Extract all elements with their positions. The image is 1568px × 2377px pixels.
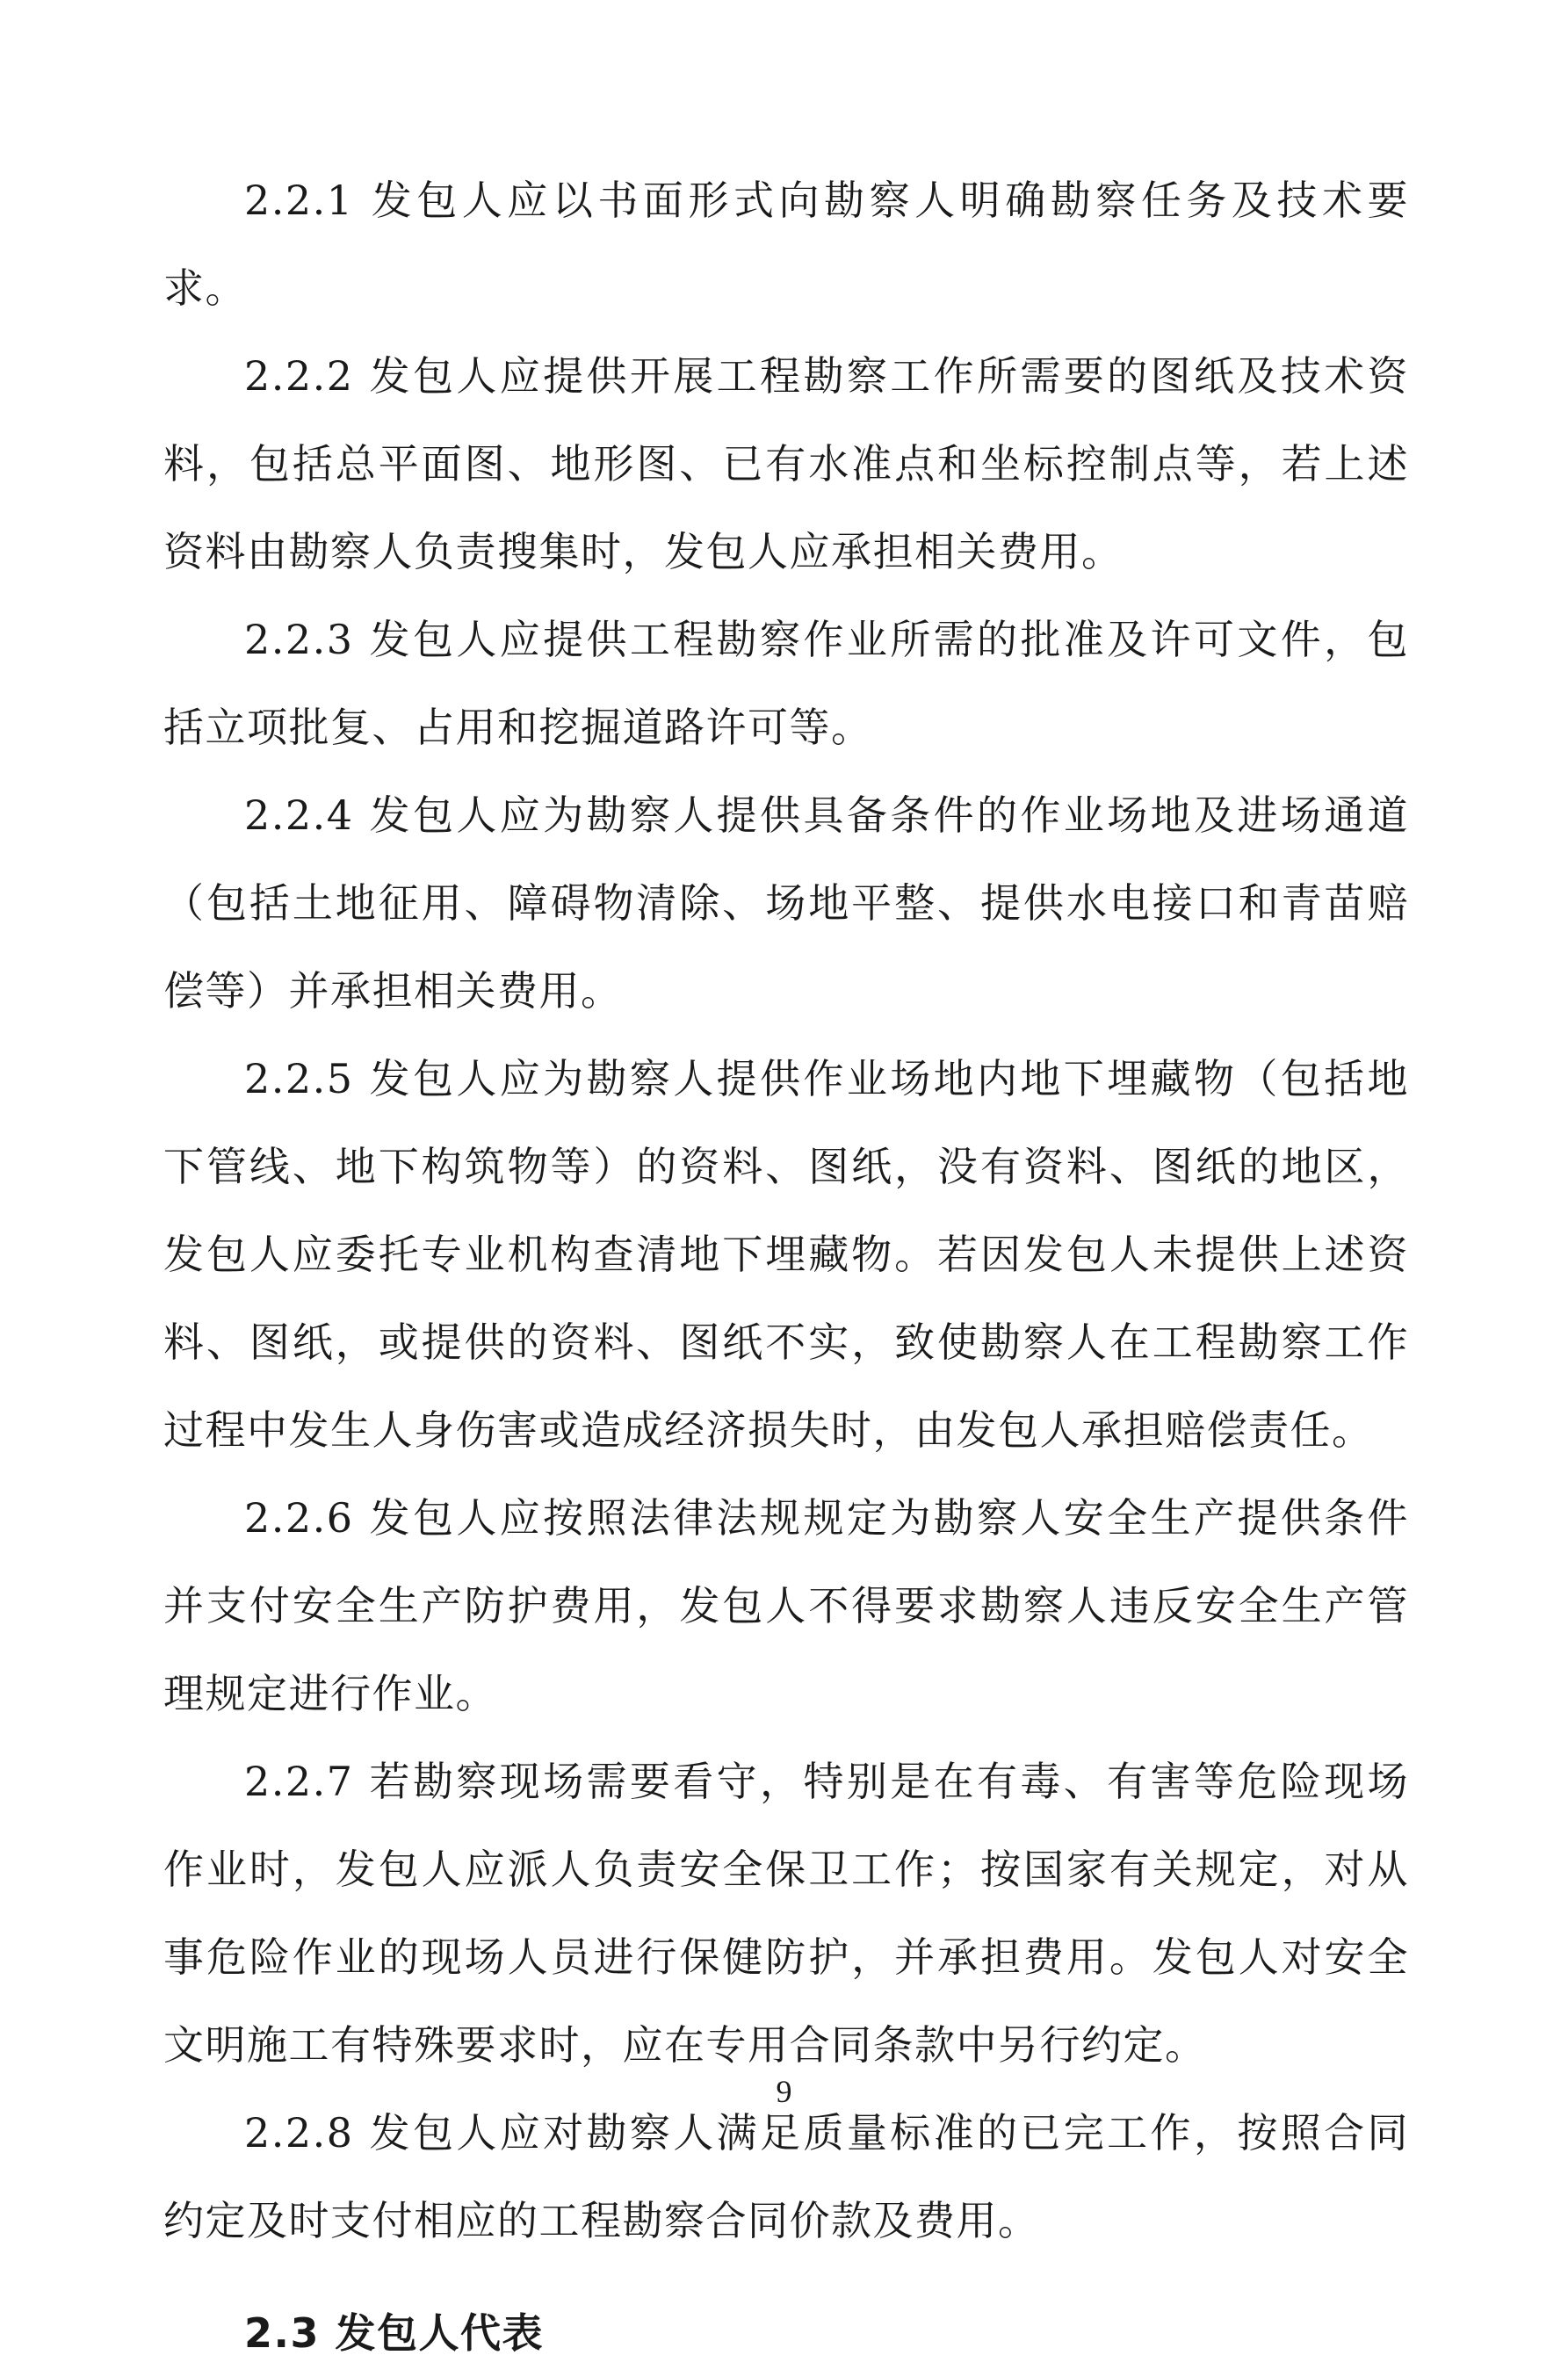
clause-2-2-6: 2.2.6 发包人应按照法律法规规定为勘察人安全生产提供条件并支付安全生产防护费用，发包人不得要求勘察人违反安全生产管理规定进行作业。 [163,1494,1409,1717]
section-heading-2-3: 2.3 发包人代表 [244,2309,545,2357]
clause-2-2-5: 2.2.5 发包人应为勘察人提供作业场地内地下埋藏物（包括地下管线、地下构筑物等）的资料、图纸，没有资料、图纸的地区，发包人应委托专业机构查清地下埋藏物。若因发包人未提供上述资料、图纸，或提供的资料、图纸不实，致使勘察人在工程勘察工作过程中发生人身伤害或造成经济损失时，由发包人承担赔偿责任。 [163,1055,1409,1454]
clause-2-2-7: 2.2.7 若勘察现场需要看守，特别是在有毒、有害等危险现场作业时，发包人应派人负责安全保卫工作；按国家有关规定，对从事危险作业的现场人员进行保健防护，并承担费用。发包人对安全文明施工有特殊要求时，应在专用合同条款中另行约定。 [163,1758,1409,2069]
clause-2-2-1: 2.2.1 发包人应以书面形式向勘察人明确勘察任务及技术要求。 [163,177,1409,312]
clause-2-2-4: 2.2.4 发包人应为勘察人提供具备条件的作业场地及进场通道（包括土地征用、障碍物清除、场地平整、提供水电接口和青苗赔偿等）并承担相关费用。 [163,791,1409,1015]
clause-2-2-2: 2.2.2 发包人应提供开展工程勘察工作所需要的图纸及技术资料，包括总平面图、地形图、已有水准点和坐标控制点等，若上述资料由勘察人负责搜集时，发包人应承担相关费用。 [163,352,1409,575]
document-body [163,156,1409,2377]
page-number: 9 [776,2074,792,2109]
clause-2-2-8: 2.2.8 发包人应对勘察人满足质量标准的已完工作，按照合同约定及时支付相应的工程勘察合同价款及费用。 [163,2109,1409,2244]
clause-2-2-3: 2.2.3 发包人应提供工程勘察作业所需的批准及许可文件，包括立项批复、占用和挖掘道路许可等。 [163,616,1409,751]
